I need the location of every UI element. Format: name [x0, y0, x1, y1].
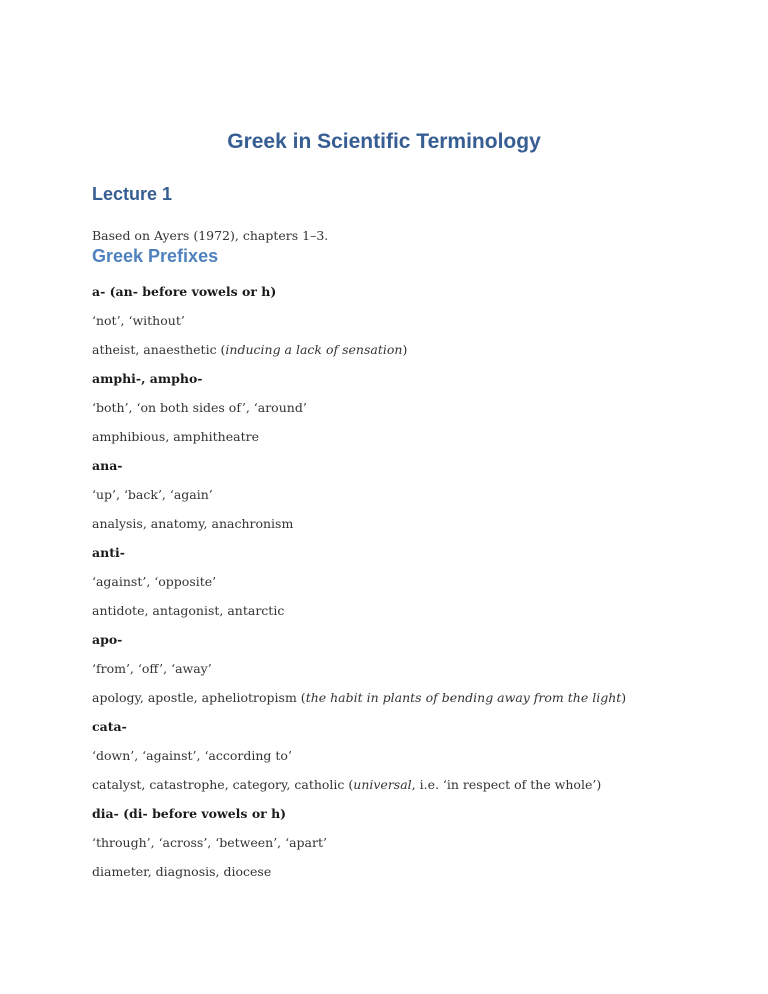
prefix-examples: analysis, anatomy, anachronism: [92, 516, 294, 531]
prefix-term: apo-: [92, 632, 123, 647]
prefix-examples: [92, 342, 407, 357]
prefix-meaning: ‘not’, ‘without’: [92, 313, 185, 328]
prefix-examples: diameter, diagnosis, diocese: [92, 864, 272, 879]
examples-text: catalyst, catastrophe, category, catholic (: [92, 777, 354, 792]
examples-tail: , i.e. ‘in respect of the whole’): [411, 777, 602, 792]
prefix-term: ana-: [92, 458, 123, 473]
prefix-term: anti-: [92, 545, 125, 560]
prefix-examples: [92, 777, 601, 792]
prefix-meaning: ‘from’, ‘off’, ‘away’: [92, 661, 212, 676]
prefix-term: a- (an- before vowels or h): [92, 284, 277, 299]
examples-text: apology, apostle, apheliotropism (: [92, 690, 306, 705]
section-heading: Greek Prefixes: [92, 246, 219, 266]
prefix-meaning: ‘both’, ‘on both sides of’, ‘around’: [92, 400, 307, 415]
examples-tail: ): [621, 690, 627, 705]
prefix-term: amphi-, ampho-: [92, 371, 203, 386]
lecture-heading: Lecture 1: [92, 184, 173, 204]
prefix-meaning: ‘through’, ‘across’, ‘between’, ‘apart’: [92, 835, 327, 850]
document-title: Greek in Scientific Terminology: [227, 130, 541, 153]
examples-italic: the habit in plants of bending away from the light: [305, 690, 622, 705]
prefix-meaning: ‘down’, ‘against’, ‘according to’: [92, 748, 292, 763]
prefix-term: cata-: [92, 719, 127, 734]
examples-text: atheist, anaesthetic (: [92, 342, 226, 357]
prefix-meaning: ‘against’, ‘opposite’: [92, 574, 217, 589]
prefix-term: dia- (di- before vowels or h): [92, 806, 287, 821]
prefix-meaning: ‘up’, ‘back’, ‘again’: [92, 487, 213, 502]
prefix-examples: amphibious, amphitheatre: [92, 429, 259, 444]
prefix-examples: [92, 690, 626, 705]
examples-tail: ): [402, 342, 408, 357]
examples-italic: universal: [353, 777, 412, 792]
intro-text: Based on Ayers (1972), chapters 1–3.: [92, 228, 329, 243]
prefix-examples: antidote, antagonist, antarctic: [92, 603, 285, 618]
examples-italic: inducing a lack of sensation: [225, 342, 403, 357]
